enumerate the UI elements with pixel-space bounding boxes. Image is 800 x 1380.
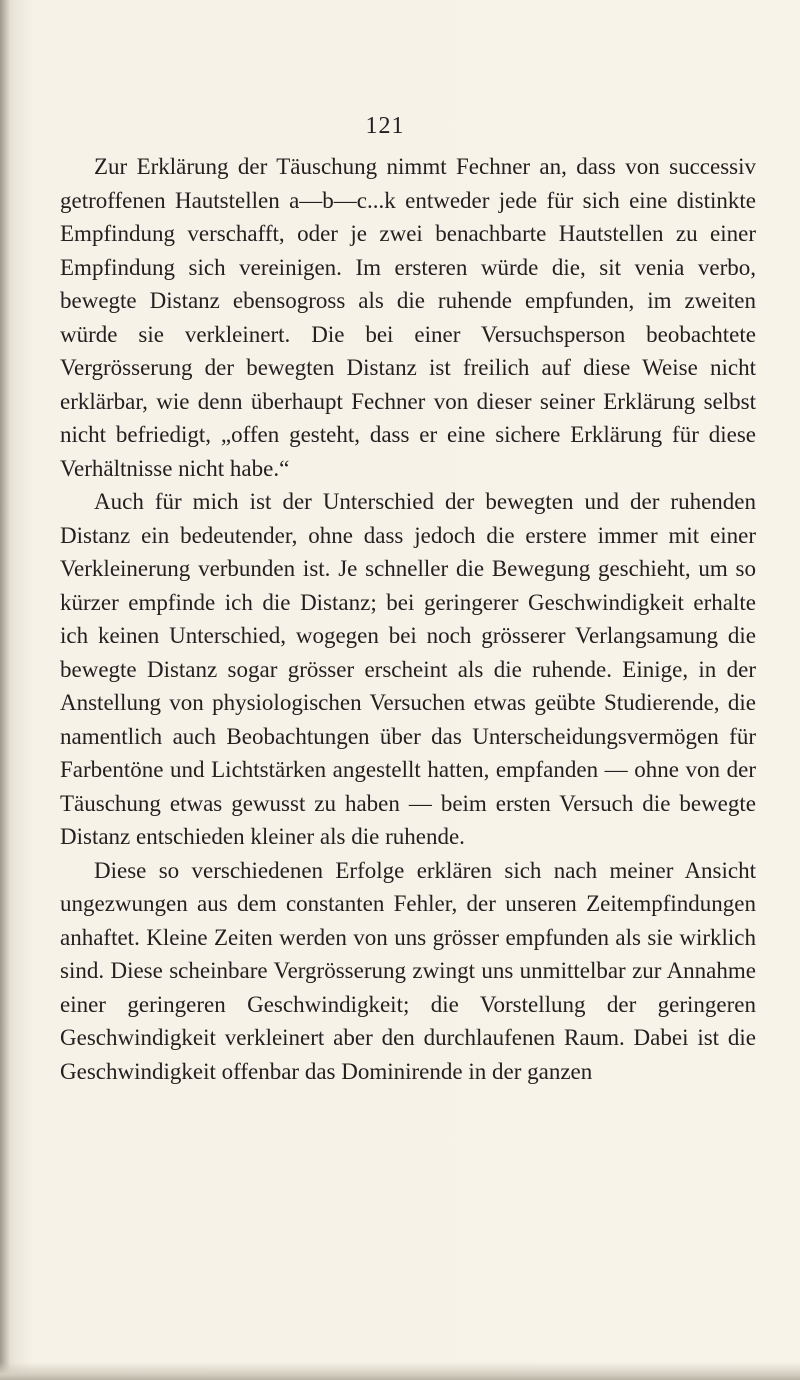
page-bottom-shadow [0, 1362, 800, 1380]
body-text [60, 150, 756, 1088]
page-number: 121 [365, 113, 405, 139]
paragraph-3: Diese so verschiedenen Erfolge erklären sich nach meiner Ansicht ungezwungen aus dem constanten Fehler, der unseren Zeitempfindungen anhaftet. Kleine Zeiten werden von uns grösser empfunden als sie wirklich sind. Diese scheinbare Vergrösserung zwingt uns unmittelbar zur Annahme einer geringeren Geschwindigkeit; die Vorstellung der geringeren Geschwindigkeit verkleinert aber den durchlaufenen Raum. Dabei ist die Geschwindigkeit offenbar das Dominirende in der ganzen [60, 857, 756, 1084]
paragraph-1: Zur Erklärung der Täuschung nimmt Fechner an, dass von successiv getroffenen Hautstellen a—b—c...k entweder jede für sich eine distinkte Empfindung verschafft, oder je zwei benachbarte Hautstellen zu einer Empfindung sich vereinigen. Im ersteren würde die, sit venia verbo, bewegte Distanz ebensogross als die ruhende empfunden, im zweiten würde sie verkleinert. Die bei einer Versuchsperson beobachtete Vergrösserung der bewegten Distanz ist freilich auf diese Weise nicht erklärbar, wie denn überhaupt Fechner von dieser seiner Erklärung selbst nicht befriedigt, „offen gesteht, dass er eine sichere Erklärung für diese Verhältnisse nicht habe.“ [60, 154, 756, 481]
page-binding-edge [0, 0, 10, 1380]
paragraph-2: Auch für mich ist der Unterschied der bewegten und der ruhenden Distanz ein bedeutender, ohne dass jedoch die erstere immer mit einer Verkleinerung verbunden ist. Je schneller die Bewegung geschieht, um so kürzer empfinde ich die Distanz; bei geringerer Geschwindigkeit erhalte ich keinen Unterschied, wogegen bei noch grösserer Verlangsamung die bewegte Distanz sogar grösser erscheint als die ruhende. Einige, in der Anstellung von physiologischen Versuchen etwas geübte Studierende, die namentlich auch Beobachtungen über das Unterscheidungsvermögen für Farbentöne und Lichtstärken angestellt hatten, empfanden — ohne von der Täuschung etwas gewusst zu haben — beim ersten Versuch die bewegte Distanz entschieden kleiner als die ruhende. [60, 489, 756, 849]
